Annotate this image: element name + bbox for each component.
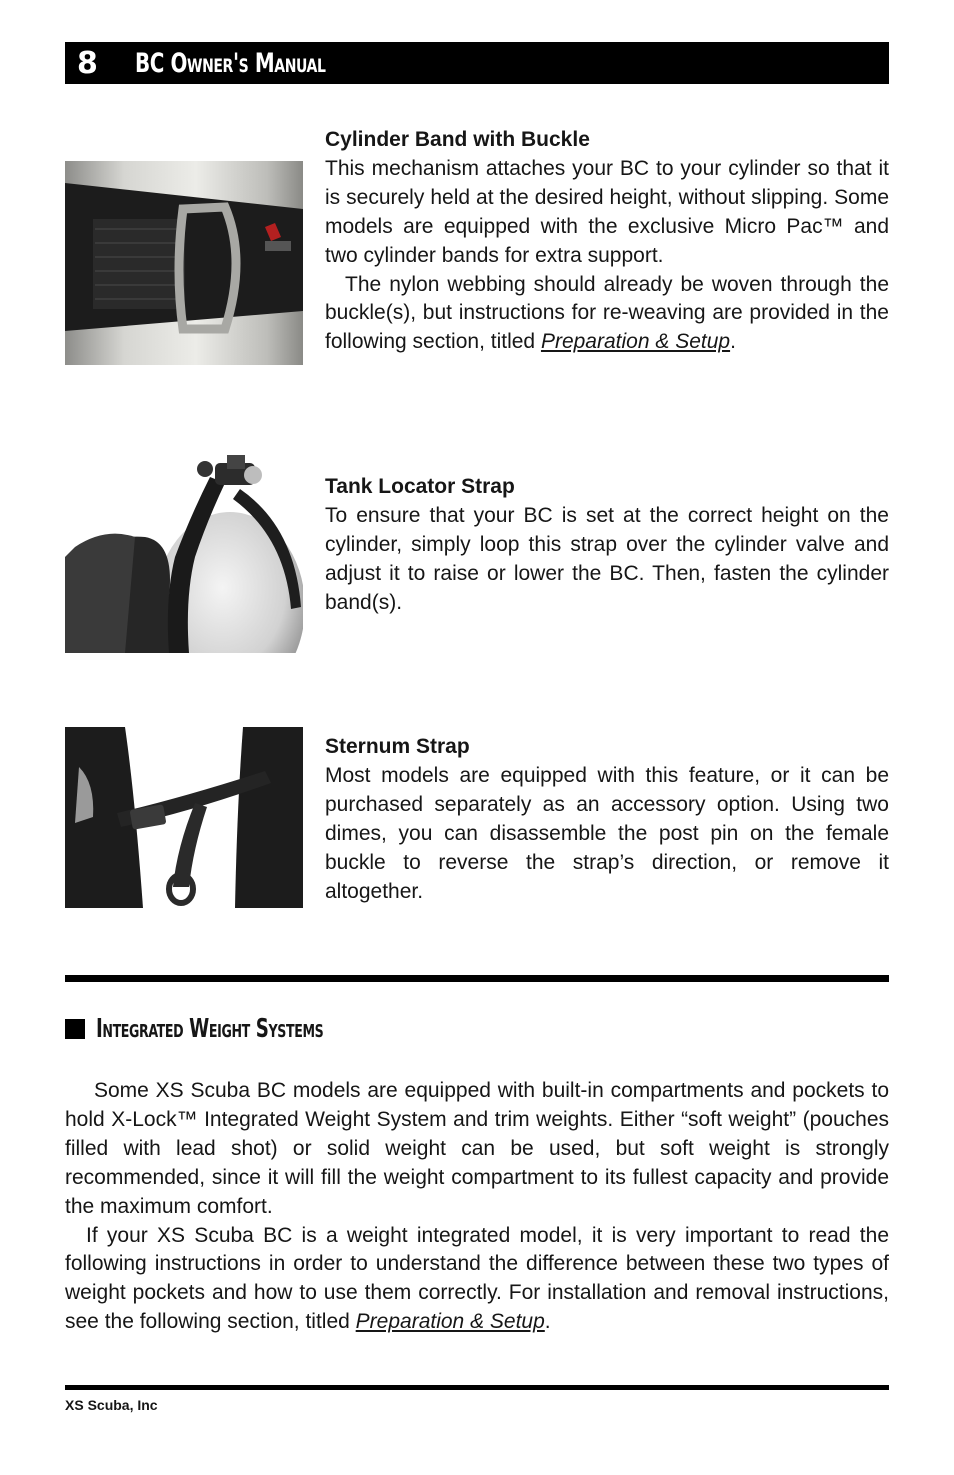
section-divider xyxy=(65,975,889,982)
footer-divider xyxy=(65,1385,889,1390)
preparation-setup-link[interactable]: Preparation & Setup xyxy=(540,330,731,354)
square-bullet-icon xyxy=(65,1019,85,1039)
item-title: Tank Locator Strap xyxy=(325,475,515,498)
sternum-strap-photo xyxy=(65,727,303,908)
tank-locator-strap-section xyxy=(325,473,889,618)
paragraph: Some XS Scuba BC models are equipped with built-in compartments and pockets to hold X-Lock™ Integrated Weight System and trim weights. Either “soft weight” (pouches filled with lead shot) or solid weight can be used, but soft weight is strongly recommended, since it will fill the weight compartment to its fullest capacity and provide the maximum comfort. xyxy=(65,1079,889,1218)
section-heading xyxy=(65,1014,388,1044)
item-body-continued: The nylon webbing should already be woven through the buckle(s), but instructions for re-weaving are provided in the following section, titled Preparation & Setup. xyxy=(325,272,889,354)
footer-company: XS Scuba, Inc xyxy=(65,1397,158,1413)
item-body: To ensure that your BC is set at the correct height on the cylinder, simply loop this strap over the cylinder valve and adjust it to raise or lower the BC. Then, fasten the cylinder band(s). xyxy=(325,503,889,614)
item-body: Most models are equipped with this feature, or it can be purchased separately as an accessory option. Using two dimes, you can disassemble the post pin on the female buckle to reverse the strap’s direction, or remove it altogether. xyxy=(325,763,889,903)
item-title: Sternum Strap xyxy=(325,735,470,758)
item-body: This mechanism attaches your BC to your cylinder so that it is securely held at the desired height, without slipping. Some models are equipped with the exclusive Micro Pac™ and two cylinder bands for extra support. xyxy=(325,156,889,267)
paragraph: If your XS Scuba BC is a weight integrated model, it is very important to read the following instructions in order to understand the difference between these two types of weight pockets and how to use them correctly. For installation and removal instructions, see the following section, titled Preparation & Setup. xyxy=(65,1223,889,1334)
manual-title: BC Owner's Manual xyxy=(135,47,326,79)
preparation-setup-link[interactable]: Preparation & Setup xyxy=(355,1310,545,1334)
tank-locator-strap-photo xyxy=(65,447,303,653)
section-title: Integrated Weight Systems xyxy=(96,1014,324,1044)
sternum-strap-section xyxy=(325,733,889,906)
page-number: 8 xyxy=(77,45,98,81)
item-title: Cylinder Band with Buckle xyxy=(325,128,590,151)
page-header xyxy=(65,42,889,84)
cylinder-band-section xyxy=(325,126,889,357)
cylinder-band-photo xyxy=(65,161,303,365)
section-body xyxy=(65,1077,889,1337)
